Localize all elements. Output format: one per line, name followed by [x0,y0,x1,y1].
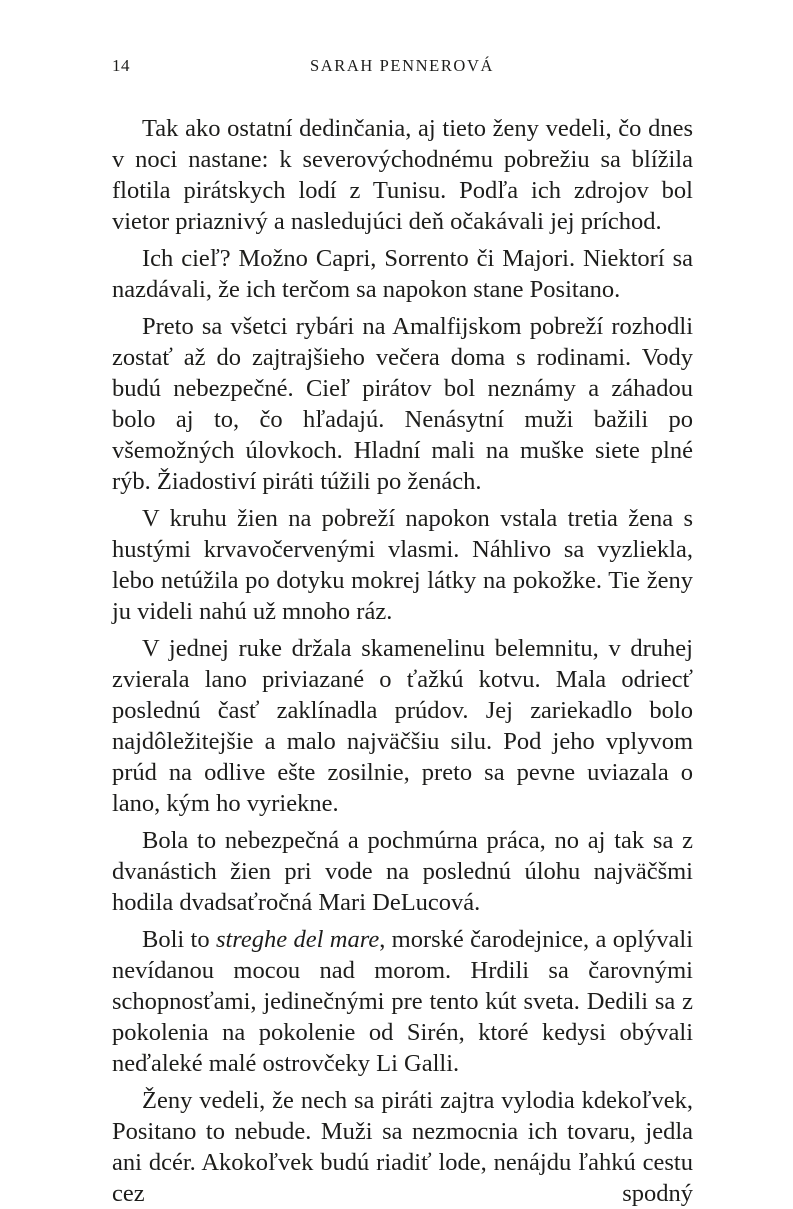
italic-phrase: streghe del mare [215,926,380,953]
paragraph: V jednej ruke držala skamenelinu belemnitu, v druhej zvierala lano priviazané o ťažkú kotvu. Mala odriecť poslednú časť zaklínadla prúdov. Jej zariekadlo bolo najdôležitejšie a malo najväčšiu silu. Pod jeho vplyvom prúd na odlive ešte zosilnie, preto sa pevne uviazala o lano, kým ho vyriekne. [112,635,693,817]
running-head-author: SARAH PENNEROVÁ [310,56,494,75]
paragraph: Preto sa všetci rybári na Amalfijskom pobreží rozhodli zostať až do zajtrajšieho večera doma s rodinami. Vody budú nebezpečné. Cieľ pirátov bol neznámy a záhadou bolo aj to, čo hľadajú. Nenásytní muži bažili po všemožných úlovkoch. Hladní mali na muške siete plné rýb. Žiadostiví piráti túžili po ženách. [112,313,693,495]
paragraph: Tak ako ostatní dedinčania, aj tieto ženy vedeli, čo dnes v noci nastane: k severovýchodnému pobrežiu sa blížila flotila pirátskych lodí z Tunisu. Podľa ich zdrojov bol vietor priaznivý a nasledujúci deň očakávali jej príchod. [112,115,693,235]
paragraph: Bola to nebezpečná a pochmúrna práca, no aj tak sa z dvanástich žien pri vode na poslednú úlohu najväčšmi hodila dvadsaťročná Mari DeLucová. [112,827,693,916]
paragraph-text: , morské čarodejnice, a oplývali nevídanou mocou nad morom. Hrdili sa čarovnými schopnosťami, jedinečnými pre tento kút sveta. Dedili sa z pokolenia na pokolenie od Sirén, ktoré kedysi obývali neďaleké malé ostrovčeky Li Galli. [112,926,694,1077]
paragraph: Ich cieľ? Možno Capri, Sorrento či Majori. Niektorí sa nazdávali, že ich terčom sa napokon stane Positano. [112,245,693,303]
page-number: 14 [112,56,130,75]
paragraph-text: Boli to [142,926,216,953]
paragraph-continues: Ženy vedeli, že nech sa piráti zajtra vylodia kdekoľvek, Positano to nebude. Muži sa nezmocnia ich tovaru, jedla ani dcér. Akokoľvek budú riadiť lode, nenájdu ľahkú cestu cez spodný [112,1087,693,1207]
paragraph [112,924,693,1079]
running-head [112,56,692,80]
paragraph: V kruhu žien na pobreží napokon vstala tretia žena s hustými krvavočervenými vlasmi. Náhlivo sa vyzliekla, lebo netúžila po dotyku mokrej látky na pokožke. Tie ženy ju videli nahú už mnoho ráz. [112,505,693,625]
body-text [112,113,693,1209]
